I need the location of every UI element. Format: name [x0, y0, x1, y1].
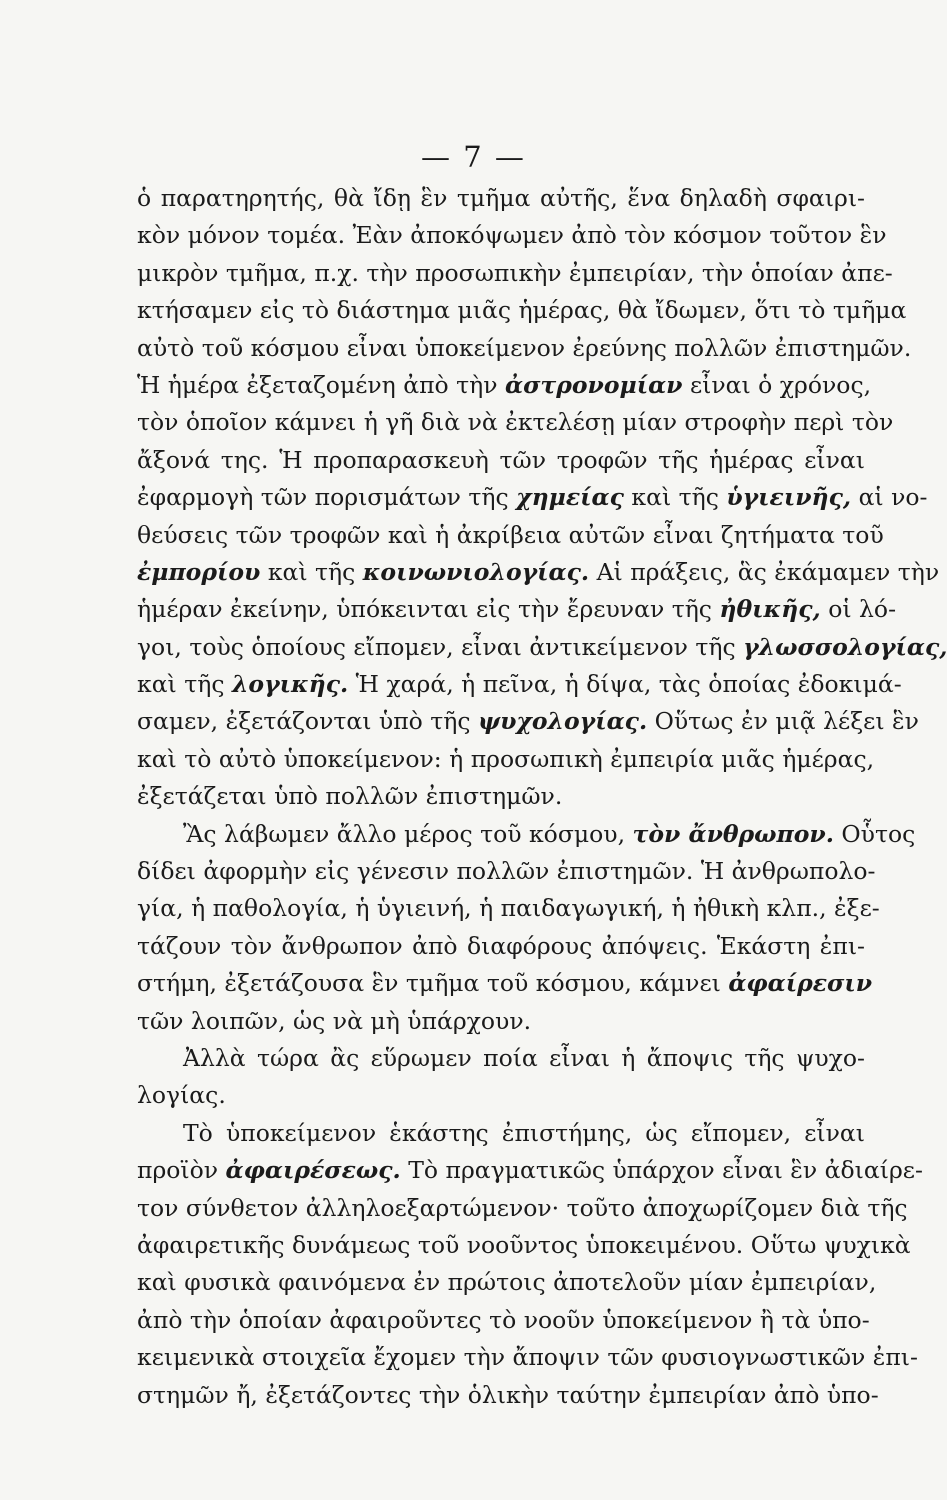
emphasized-term: τὸν ἄνθρωπον. [632, 819, 834, 848]
text-segment: γία, ἡ παθολογία, ἡ ὑγιεινή, ἡ παιδαγωγική, ἡ ἠθικὴ κλπ., ἐξε- [137, 894, 880, 923]
text-segment: ἀφαιρετικῆς δυνάμεως τοῦ νοοῦντος ὑποκειμένου. Οὕτω ψυχικὰ [137, 1230, 911, 1259]
text-segment: τὸν ὁποῖον κάμνει ἡ γῆ διὰ νὰ ἐκτελέσῃ μίαν στροφὴν περὶ τὸν [137, 408, 894, 437]
text-line [137, 1190, 908, 1227]
text-line [137, 1302, 870, 1339]
text-segment: ἐξετάζεται ὑπὸ πολλῶν ἐπιστημῶν. [137, 782, 563, 811]
text-line [137, 1152, 923, 1189]
text-line [137, 554, 940, 591]
emphasized-term: ὑγιεινῆς, [726, 483, 852, 512]
emphasized-term: γλωσσολογίας, [743, 632, 947, 661]
text-line [137, 816, 916, 853]
emphasized-term: ἠθικῆς, [719, 595, 821, 624]
text-segment: κὸν μόνον τομέα. Ἐὰν ἀποκόψωμεν ἀπὸ τὸν κόσμον τοῦτον ἓν [137, 221, 887, 250]
text-line [137, 479, 928, 516]
text-segment: Ἀλλὰ τώρα ἂς εὕρωμεν ποία εἶναι ἡ ἄποψις τῆς ψυχο- [183, 1043, 865, 1072]
text-line [137, 292, 907, 329]
text-line [137, 442, 865, 479]
text-line [137, 1040, 865, 1077]
text-line [137, 330, 912, 367]
emphasized-term: κοινωνιολογίας. [362, 557, 590, 586]
text-segment: γοι, τοὺς ὁποίους εἴπομεν, εἶναι ἀντικείμενον τῆς [137, 632, 744, 661]
text-line [137, 1227, 911, 1264]
text-line [137, 1377, 879, 1414]
text-line [137, 928, 865, 965]
text-segment: Ἡ ἡμέρα ἐξεταζομένη ἀπὸ τὴν [137, 370, 506, 399]
text-line [137, 741, 875, 778]
text-segment: Οὗτος [833, 819, 916, 848]
text-segment: τῶν λοιπῶν, ὡς νὰ μὴ ὑπάρχουν. [137, 1006, 532, 1035]
emphasized-term: χημείας [516, 483, 624, 512]
emphasized-term: ἐμπορίου [137, 557, 261, 586]
text-segment: ἐφαρμογὴ τῶν πορισμάτων τῆς [137, 483, 517, 512]
page-number: — 7 — [421, 140, 526, 174]
text-segment: Τὸ ὑποκείμενον ἑκάστης ἐπιστήμης, ὡς εἴπομεν, εἶναι [183, 1118, 865, 1147]
text-segment: αἱ νο- [851, 483, 928, 512]
text-segment: στημῶν ἤ, ἐξετάζοντες τὴν ὁλικὴν ταύτην ἐμπειρίαν ἀπὸ ὑπο- [137, 1380, 879, 1409]
text-line [137, 666, 902, 703]
text-line [137, 367, 872, 404]
emphasized-term: ψυχολογίας. [477, 707, 648, 736]
text-segment: ἡμέραν ἐκείνην, ὑπόκεινται εἰς τὴν ἔρευναν τῆς [137, 595, 720, 624]
text-segment: καὶ τῆς [260, 557, 363, 586]
text-line [137, 517, 884, 554]
text-line [137, 853, 876, 890]
text-segment: Ἡ χαρά, ἡ πεῖνα, ἡ δίψα, τὰς ὁποίας ἐδοκιμά- [348, 670, 902, 699]
text-segment: Αἱ πράξεις, ἃς ἐκάμαμεν τὴν [589, 557, 940, 586]
text-segment: τον σύνθετον ἀλληλοεξαρτώμενον· τοῦτο ἀποχωρίζομεν διὰ τῆς [137, 1193, 908, 1222]
text-segment: κειμενικὰ στοιχεῖα ἔχομεν τὴν ἄποψιν τῶν φυσιογνωστικῶν ἐπι- [137, 1343, 918, 1372]
text-segment: καὶ τὸ αὐτὸ ὑποκείμενον: ἡ προσωπικὴ ἐμπειρία μιᾶς ἡμέρας, [137, 744, 875, 773]
text-line [137, 1339, 918, 1376]
text-segment: οἱ λό- [820, 595, 897, 624]
text-line [137, 629, 947, 666]
text-segment: μικρὸν τμῆμα, π.χ. τὴν προσωπικὴν ἐμπειρίαν, τὴν ὁποίαν ἀπε- [137, 258, 893, 287]
text-line [137, 217, 887, 254]
text-line [137, 1077, 865, 1114]
text-segment: στήμη, ἐξετάζουσα ἓν τμῆμα τοῦ κόσμου, κάμνει [137, 969, 729, 998]
text-segment: προϊὸν [137, 1156, 226, 1185]
text-line [137, 1115, 865, 1152]
text-segment: καὶ τῆς [623, 483, 727, 512]
text-line [137, 778, 865, 815]
text-segment: Οὕτως ἐν μιᾷ λέξει ἓν [647, 707, 919, 736]
text-line [137, 255, 893, 292]
text-segment: Ἂς λάβωμεν ἄλλο μέρος τοῦ κόσμου, [183, 819, 633, 848]
text-segment: ἀπὸ τὴν ὁποίαν ἀφαιροῦντες τὸ νοοῦν ὑποκείμενον ἢ τὰ ὑπο- [137, 1305, 870, 1334]
text-segment: ὁ παρατηρητής, θὰ ἴδῃ ἓν τμῆμα αὐτῆς, ἕνα δηλαδὴ σφαιρι- [137, 184, 865, 212]
text-line [137, 1264, 877, 1301]
text-segment: δίδει ἀφορμὴν εἰς γένεσιν πολλῶν ἐπιστημῶν. Ἡ ἀνθρωπολο- [137, 857, 876, 886]
text-line [137, 703, 919, 740]
emphasized-term: ἀστρονομίαν [505, 370, 683, 399]
text-line [137, 591, 897, 628]
text-segment: λογίας. [137, 1081, 226, 1110]
emphasized-term: ἀφαίρεσιν [728, 969, 873, 998]
text-segment: κτήσαμεν εἰς τὸ διάστημα μιᾶς ἡμέρας, θὰ ἴδωμεν, ὅτι τὸ τμῆμα [137, 296, 907, 325]
text-segment: σαμεν, ἐξετάζονται ὑπὸ τῆς [137, 707, 478, 736]
body-text [137, 180, 947, 1414]
text-segment: Τὸ πραγματικῶς ὑπάρχον εἶναι ἓν ἀδιαίρε- [400, 1156, 923, 1185]
text-line [137, 180, 865, 217]
emphasized-term: λογικῆς. [231, 670, 349, 699]
text-segment: εἶναι ὁ χρόνος, [682, 370, 872, 399]
text-segment: θεύσεις τῶν τροφῶν καὶ ἡ ἀκρίβεια αὐτῶν εἶναι ζητήματα τοῦ [137, 520, 884, 549]
text-segment: ἄξονά της. Ἡ προπαρασκευὴ τῶν τροφῶν τῆς ἡμέρας εἶναι [137, 445, 865, 474]
text-segment: καὶ φυσικὰ φαινόμενα ἐν πρώτοις ἀποτελοῦν μίαν ἐμπειρίαν, [137, 1268, 877, 1297]
text-line [137, 1003, 865, 1040]
text-line [137, 965, 873, 1002]
emphasized-term: ἀφαιρέσεως. [225, 1156, 401, 1185]
text-line [137, 890, 880, 927]
text-line [137, 404, 894, 441]
text-segment: αὐτὸ τοῦ κόσμου εἶναι ὑποκείμενον ἐρεύνης πολλῶν ἐπιστημῶν. [137, 333, 912, 362]
text-segment: καὶ τῆς [137, 670, 232, 699]
text-segment: τάζουν τὸν ἄνθρωπον ἀπὸ διαφόρους ἀπόψεις. Ἑκάστη ἐπι- [137, 931, 865, 960]
